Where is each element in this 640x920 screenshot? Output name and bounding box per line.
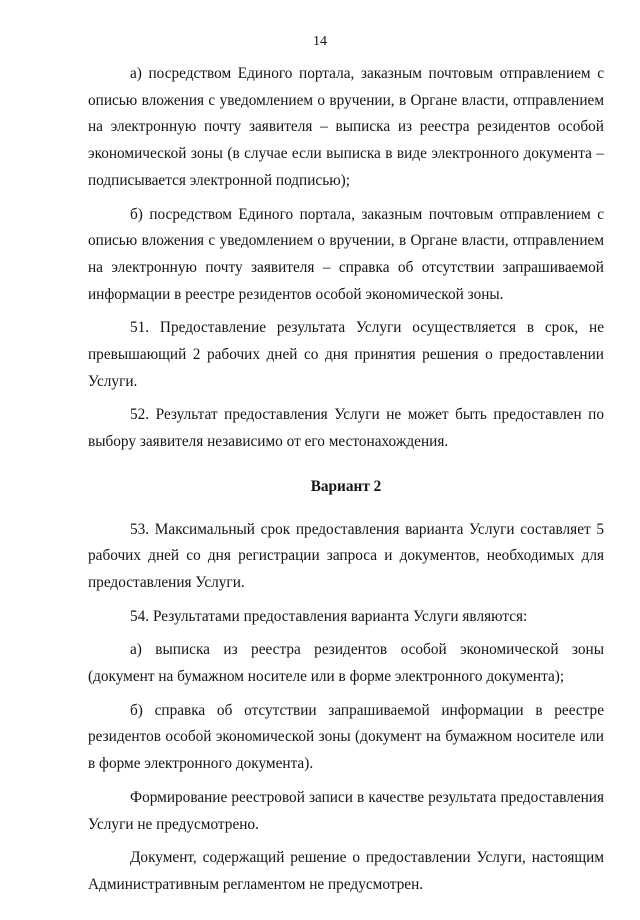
paragraph-53: 53. Максимальный срок предоставления варианта Услуги составляет 5 рабочих дней со дня регистрации запроса и документов, необходимых для предоставления Услуги.: [88, 520, 604, 591]
section-heading-variant-2: Вариант 2: [310, 477, 382, 495]
paragraph-b-result-certificate: б) посредством Единого портала, заказным почтовым отправлением с описью вложения с уведомлением о вручении, в Органе власти, отправлением на электронную почту заявителя – справка об отсутствии запрашиваемой информации в реестре резидентов особой экономической зоны.: [88, 205, 604, 303]
paragraph-a-result-extract: а) посредством Единого портала, заказным почтовым отправлением с описью вложения с уведомлением о вручении, в Органе власти, отправлением на электронную почту заявителя – выписка из реестра резидентов особой экономической зоны (в случае если выписка в виде электронного документа – подписывается электронной подписью);: [88, 65, 604, 189]
paragraph-51: 51. Предоставление результата Услуги осуществляется в срок, не превышающий 2 рабочих дней со дня принятия решения о предоставлении Услуги.: [88, 319, 604, 390]
paragraph-54-b: б) справка об отсутствии запрашиваемой информации в реестре резидентов особой экономической зоны (документ на бумажном носителе или в форме электронного документа).: [88, 701, 604, 773]
paragraph-54-a: а) выписка из реестра резидентов особой экономической зоны (документ на бумажном носителе или в форме электронного документа);: [88, 641, 604, 686]
paragraph-54: 54. Результатами предоставления варианта Услуги являются:: [130, 607, 528, 625]
page-number: 14: [313, 34, 327, 49]
paragraph-52: 52. Результат предоставления Услуги не может быть предоставлен по выбору заявителя независимо от его местонахождения.: [88, 406, 604, 451]
document-body: [88, 61, 604, 906]
paragraph-decision-document: Документ, содержащий решение о предоставлении Услуги, настоящим Административным регламентом не предусмотрен.: [88, 849, 604, 893]
paragraph-registry-record: Формирование реестровой записи в качестве результата предоставления Услуги не предусмотрено.: [88, 788, 604, 833]
